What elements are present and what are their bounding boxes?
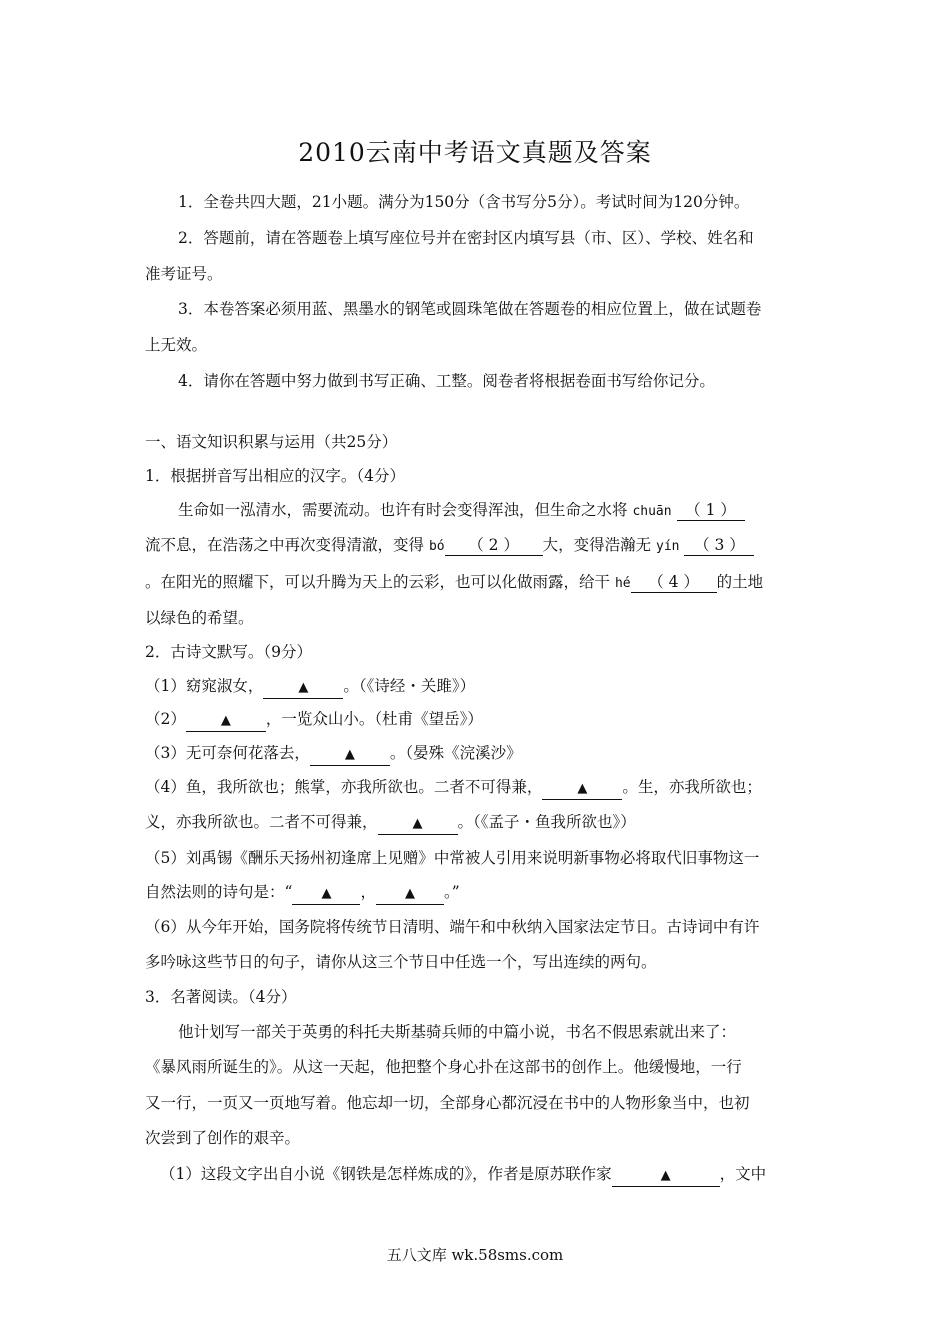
q1-line-2: 流不息，在浩荡之中再次变得清澈，变得 bó （ 2 ） 大，变得浩瀚无 yín （ 3 ） xyxy=(145,533,810,559)
instruction-4: 4．请你在答题中努力做到书写正确、工整。阅卷者将根据卷面书写给你记分。 xyxy=(178,372,715,390)
q2-item-2: （2） ▲ ，一览众山小。（杜甫《望岳》） xyxy=(145,707,810,732)
q2-item-6: （6）从今年开始，国务院将传统节日清明、端午和中秋纳入国家法定节日。古诗词中有许 xyxy=(145,918,760,936)
triangle-icon: ▲ xyxy=(298,680,309,695)
triangle-icon: ▲ xyxy=(577,781,588,796)
q3-sub-1: （1）这段文字出自小说《钢铁是怎样炼成的》，作者是原苏联作家 ▲ ，文中 xyxy=(160,1162,810,1187)
instruction-1: 1．全卷共四大题，21小题。满分为150分（含书写分5分）。考试时间为120分钟。 xyxy=(178,193,750,211)
answer-blank[interactable] xyxy=(612,1164,720,1187)
answer-blank[interactable] xyxy=(376,882,444,905)
q2-item-5-cont: 自然法则的诗句是：“ ▲ ， ▲ 。” xyxy=(145,880,810,905)
q2-item-4-cont: 义，亦我所欲也。二者不可得兼， ▲ 。（《孟子・鱼我所欲也》） xyxy=(145,810,810,835)
q2-item-6-cont: 多吟咏这些节日的句子，请你从这三个节日中任选一个，写出连续的两句。 xyxy=(145,953,657,971)
q1-title: 1．根据拼音写出相应的汉字。（4分） xyxy=(145,467,405,485)
answer-blank[interactable] xyxy=(186,709,266,732)
triangle-icon: ▲ xyxy=(220,713,231,728)
instruction-2: 2．答题前，请在答题卷上填写座位号并在密封区内填写县（市、区）、学校、姓名和 xyxy=(178,229,754,247)
triangle-icon: ▲ xyxy=(344,747,355,762)
q1-line-4: 以绿色的希望。 xyxy=(145,609,254,627)
q1-line-3: 。在阳光的照耀下，可以升腾为天上的云彩，也可以化做雨露，给干 hé （ 4 ） 的土地 xyxy=(145,573,764,591)
footer-watermark: 五八文库 wk.58sms.com xyxy=(386,1246,564,1264)
page-title: 2010云南中考语文真题及答案 xyxy=(298,138,652,167)
answer-blank-4[interactable]: （ 4 ） xyxy=(631,572,717,593)
answer-blank[interactable] xyxy=(542,777,622,800)
answer-blank[interactable] xyxy=(263,676,343,699)
q1-line-1: 生命如一泓清水，需要流动。也许有时会变得浑浊，但生命之水将 chuān （ 1 ） xyxy=(178,498,810,524)
q2-item-3: （3）无可奈何花落去， ▲ 。（晏殊《浣溪沙》 xyxy=(145,741,810,766)
answer-blank[interactable] xyxy=(292,882,360,905)
answer-blank-1[interactable]: （ 1 ） xyxy=(677,500,745,521)
triangle-icon: ▲ xyxy=(404,886,415,901)
q2-item-1: （1）窈窕淑女， ▲ 。（《诗经・关雎》） xyxy=(145,674,810,699)
triangle-icon: ▲ xyxy=(660,1168,671,1183)
q2-title: 2．古诗文默写。（9分） xyxy=(145,643,312,661)
q3-title: 3．名著阅读。（4分） xyxy=(145,988,297,1006)
q3-passage-1: 他计划写一部关于英勇的科托夫斯基骑兵师的中篇小说，书名不假思索就出来了： xyxy=(178,1023,737,1041)
q2-item-5: （5）刘禹锡《酬乐天扬州初逢席上见赠》中常被人引用来说明新事物必将取代旧事物这一 xyxy=(145,849,760,867)
q3-passage-2: 《暴风雨所诞生的》。从这一天起，他把整个身心扑在这部书的创作上。他缓慢地，一行 xyxy=(145,1058,742,1076)
answer-blank[interactable] xyxy=(378,812,458,835)
instruction-3-cont: 上无效。 xyxy=(145,336,208,354)
answer-blank-3[interactable]: （ 3 ） xyxy=(684,535,754,556)
instruction-3: 3．本卷答案必须用蓝、黑墨水的钢笔或圆珠笔做在答题卷的相应位置上，做在试题卷 xyxy=(178,300,762,318)
q2-item-4: （4）鱼，我所欲也；熊掌，亦我所欲也。二者不可得兼， ▲ 。生，亦我所欲也； xyxy=(145,775,810,800)
answer-blank[interactable] xyxy=(310,743,390,766)
section-heading: 一、语文知识积累与运用（共25分） xyxy=(145,433,398,451)
triangle-icon: ▲ xyxy=(412,816,423,831)
instruction-2-cont: 准考证号。 xyxy=(145,265,223,283)
triangle-icon: ▲ xyxy=(321,886,332,901)
answer-blank-2[interactable]: （ 2 ） xyxy=(445,535,543,556)
q3-passage-3: 又一行，一页又一页地写着。他忘却一切，全部身心都沉浸在书中的人物形象当中，也初 xyxy=(145,1094,750,1112)
q3-passage-4: 次尝到了创作的艰辛。 xyxy=(145,1129,301,1147)
